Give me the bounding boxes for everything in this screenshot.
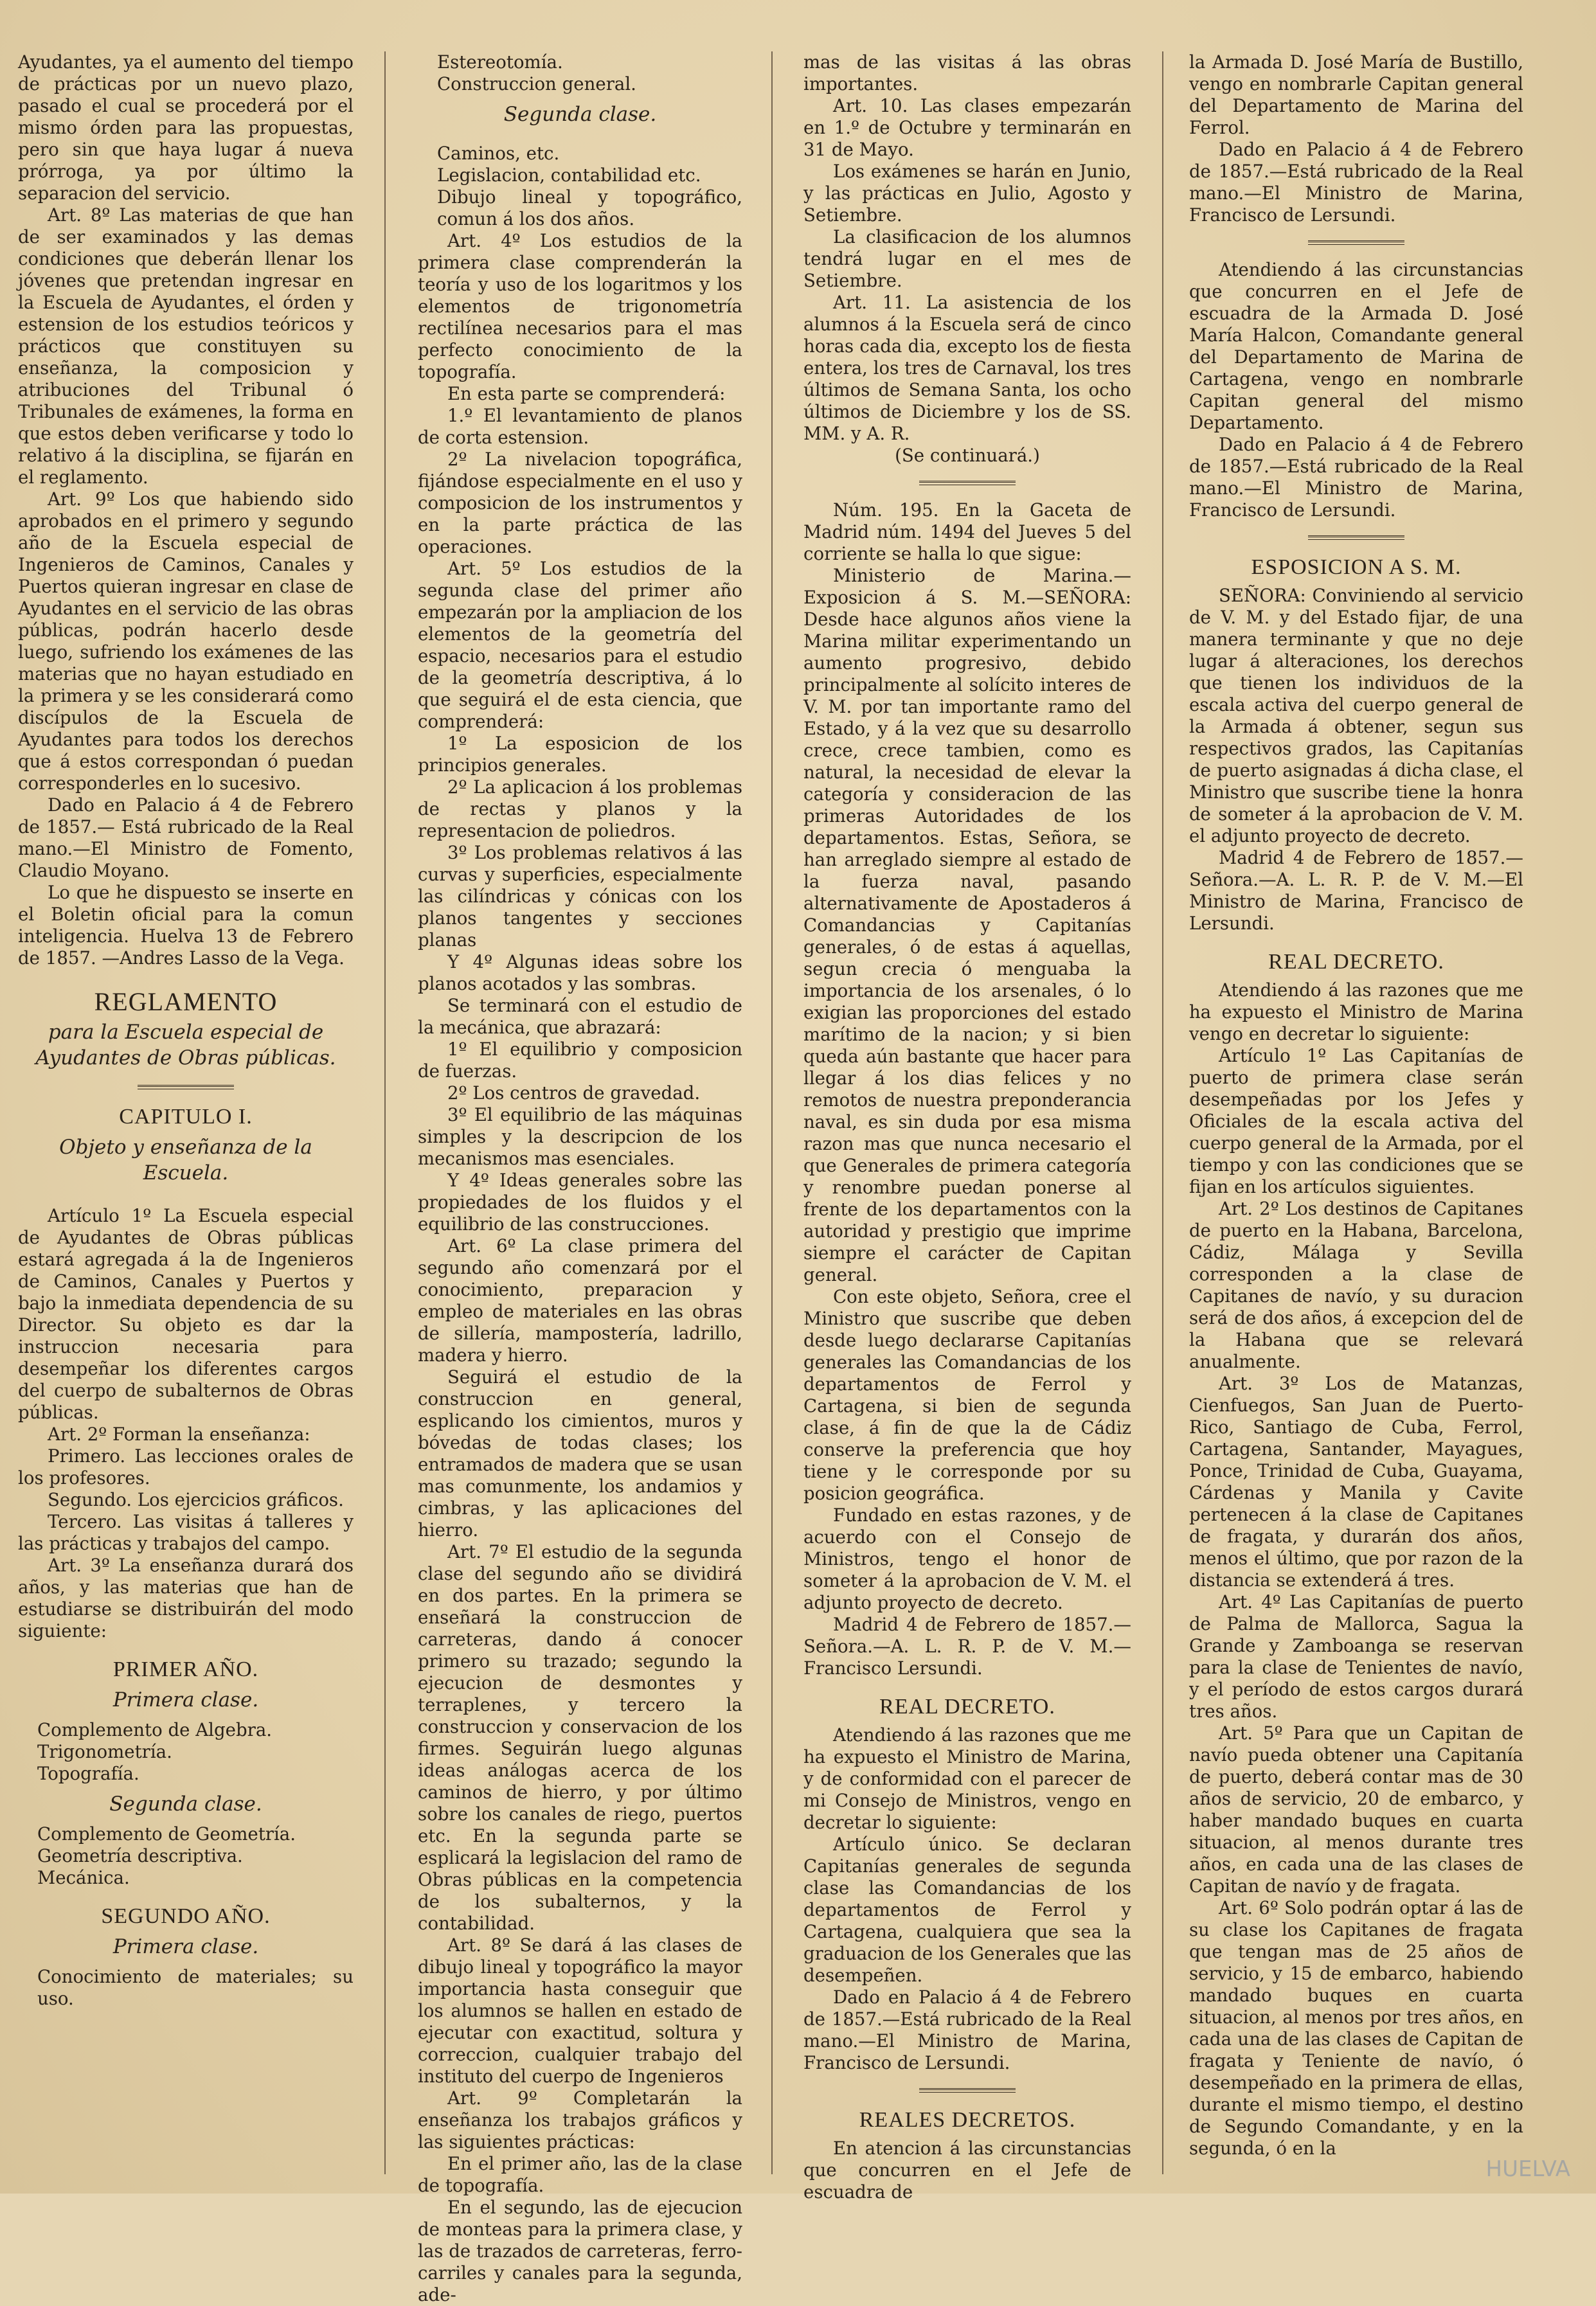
divider-rule — [1308, 535, 1404, 540]
paragraph: Y 4º Ideas generales sobre las propiedades de los fluidos y el equilibrio de las construcciones. — [418, 1170, 742, 1235]
list-item: Mecánica. — [37, 1867, 130, 1888]
column-2 — [418, 51, 742, 2305]
list-item: Trigonometría. — [37, 1741, 172, 1762]
paragraph: Art. 3º Los de Matanzas, Cienfuegos, San Juan de Puerto-Rico, Santiago de Cuba, Ferrol, Cartagena, Santander, Mayagues, Ponce, Trinidad de Cuba, Guayama, Cárdenas y Manila y Cavite pertenecen á la clase de Capitanes de fragata, y durarán dos años, menos el último, que por razon de la distancia se extenderá á tres. — [1189, 1373, 1523, 1591]
divider-rule — [1308, 240, 1404, 245]
paragraph: 2º La nivelacion topográfica, fijándose especialmente en el uso y composicion de los instrumentos y en la parte práctica de las operaciones. — [418, 449, 742, 557]
list-item: Caminos, etc. — [437, 143, 560, 164]
paragraph: Dado en Palacio á 4 de Febrero de 1857.— Está rubricado de la Real mano.—El Ministro de Fomento, Claudio Moyano. — [18, 794, 354, 881]
paragraph: En atencion á las circunstancias que concurren en el Jefe de escuadra de — [803, 2138, 1131, 2203]
column-3 — [803, 51, 1131, 2203]
paragraph: Art. 8º Las materias de que han de ser examinados y las demas condiciones que deberán llenar los jóvenes que pretendan ingresar en la Escuela de Ayudantes, el órden y estension de los estudios teóricos y prácticos que constituyen su enseñanza, la composicion y atribuciones del Tribunal ó Tribunales de exámenes, la forma en que estos deben verificarse y todo lo relativo á la disciplina, se fijarán en el reglamento. — [18, 204, 354, 488]
list-item: Complemento de Geometría. — [37, 1823, 296, 1845]
paragraph: 1.º El levantamiento de planos de corta estension. — [418, 405, 742, 448]
heading-reales-decretos: REALES DECRETOS. — [859, 2108, 1076, 2132]
paragraph: 2º La aplicacion á los problemas de rectas y planos y la representacion de poliedros. — [418, 776, 742, 841]
paragraph: En el primer año, las de la clase de topografía. — [418, 2153, 742, 2196]
list-item: Estereotomía. — [437, 51, 563, 73]
column-4 — [1189, 51, 1523, 2168]
paragraph: Art. 10. Las clases empezarán en 1.º de Octubre y terminarán en 31 de Mayo. — [803, 95, 1131, 160]
paragraph: Art. 6º Solo podrán optar á las de su clase los Capitanes de fragata que tengan mas de 25 años de servicio, y 15 de embarco, habiendo mandado buques en cuarta situacion, al menos por tres años, en cada una de las clases de Capitan de fragata y Teniente de navío, ó desempeñado en la primera de ellas, durante el mismo tiempo, el destino de Segundo Comandante, y en la segunda, ó en la — [1189, 1897, 1523, 2159]
paragraph: 1º La esposicion de los principios generales. — [418, 733, 742, 776]
paragraph: 3º El equilibrio de las máquinas simples y la descripcion de los mecanismos mas esenciales. — [418, 1104, 742, 1169]
subtitle-reglamento: para la Escuela especial de Ayudantes de Obras públicas. — [35, 1021, 336, 1069]
paragraph: Tercero. Las visitas á talleres y las prácticas y trabajos del campo. — [18, 1511, 354, 1554]
paragraph: Art. 9º Completarán la enseñanza los trabajos gráficos y las siguientes prácticas: — [418, 2087, 742, 2152]
heading-real-decreto: REAL DECRETO. — [1268, 950, 1444, 974]
divider-rule — [919, 481, 1016, 485]
heading-esposicion: ESPOSICION A S. M. — [1251, 555, 1462, 579]
paragraph: mas de las visitas á las obras importantes. — [803, 51, 1131, 94]
paragraph: Atendiendo á las razones que me ha expuesto el Ministro de Marina, y de conformidad con el parecer de mi Consejo de Ministros, vengo en decretar lo siguiente: — [803, 1724, 1131, 1833]
paragraph: 1º El equilibrio y composicion de fuerzas. — [418, 1039, 742, 1082]
paragraph: Y 4º Algunas ideas sobre los planos acotados y las sombras. — [418, 951, 742, 994]
paragraph: En esta parte se comprenderá: — [447, 383, 726, 404]
paragraph: Art. 3º La enseñanza durará dos años, y las materias que han de estudiarse se distribuirán del modo siguiente: — [18, 1555, 354, 1641]
archive-watermark: HUELVA — [1485, 2156, 1570, 2182]
paragraph: Artículo único. Se declaran Capitanías generales de segunda clase las Comandancias de los departamentos de Ferrol y Cartagena, cualquiera que sea la graduacion de los Generales que las desempeñen. — [803, 1834, 1131, 1986]
subheading-primera-clase: Primera clase. — [112, 1688, 259, 1712]
paragraph: 3º Los problemas relativos á las curvas y superficies, especialmente las cilíndricas y cónicas con los planos tangentes y secciones planas — [418, 842, 742, 951]
paragraph: Ayudantes, ya el aumento del tiempo de prácticas por un nuevo plazo, pasado el cual se procederá por el mismo órden para las propuestas, pero sin que haya lugar á nueva prórroga, ya por último la separacion del servicio. — [18, 51, 354, 204]
list-item: Dibujo lineal y topográfico, comun á los dos años. — [437, 186, 742, 229]
paragraph: Artículo 1º Las Capitanías de puerto de primera clase serán desempeñadas por los Jefes y Oficiales de la escala activa del cuerpo general de la Armada, por el tiempo y con las condiciones que se fijan en los artículos siguientes. — [1189, 1045, 1523, 1197]
paragraph: Art. 11. La asistencia de los alumnos á la Escuela será de cinco horas cada dia, excepto los de fiesta entera, los tres de Carnaval, los tres últimos de Semana Santa, los ocho últimos de Diciembre y los de SS. MM. y A. R. — [803, 292, 1131, 444]
paragraph: Ministerio de Marina.—Exposicion á S. M.—SEÑORA: Desde hace algunos años viene la Marina militar experimentando un aumento progresivo, debido principalmente al solícito interes de V. M. por tan importante ramo del Estado, y á la vez que su desarrollo crece, crece tambien, como es natural, la necesidad de elevar la categoría y consideracion de las primeras Autoridades de los departamentos. Estas, Señora, se han arreglado siempre al estado de la fuerza naval, pasando alternativamente de Apostaderos á Comandancias y Capitanías generales, ó de estas á aquellas, segun crecia ó menguaba la importancia de los arsenales, ó lo exigian las proporciones del estado marítimo de la nacion; y si bien queda aún bastante que hacer para llegar á los dias felices y no remotos de nuestra preponderancia naval, es sin duda por esa misma razon mas que nunca necesario el que Generales de primera categoría y renombre puedan ponerse al frente de los departamentos con la autoridad y prestigio que imprime siempre el carácter de Capitan general. — [803, 565, 1131, 1285]
paragraph: Art. 7º El estudio de la segunda clase del segundo año se dividirá en dos partes. En la primera se enseñará la construccion de carreteras, dando á conocer primero su trazado; segundo la ejecucion de desmontes y terraplenes, y tercero la construccion y conservacion de los firmes. Seguirán luego algunas ideas análogas acerca de los caminos de hierro, y por último sobre los canales de riego, puertos etc. En la segunda parte se esplicará la legislacion del ramo de Obras públicas en la competencia de los subalternos, y la contabilidad. — [418, 1541, 742, 1934]
paragraph: Madrid 4 de Febrero de 1857.—Señora.—A. L. R. P. de V. M.—El Ministro de Marina, Francisco de Lersundi. — [1189, 847, 1523, 934]
paragraph: Art. 4º Las Capitanías de puerto de Palma de Mallorca, Sagua la Grande y Zamboanga se reservan para la clase de Tenientes de navío, y el período de estos cargos durará tres años. — [1189, 1591, 1523, 1722]
paragraph: Atendiendo á las razones que me ha expuesto el Ministro de Marina vengo en decretar lo siguiente: — [1189, 979, 1523, 1044]
paragraph: Primero. Las lecciones orales de los profesores. — [18, 1445, 354, 1488]
paragraph: Dado en Palacio á 4 de Febrero de 1857.—Está rubricado de la Real mano.—El Ministro de Marina, Francisco de Lersundi. — [1189, 139, 1523, 226]
divider-rule — [138, 1085, 234, 1089]
paragraph: Art. 4º Los estudios de la primera clase comprenderán la teoría y uso de los logaritmos y los elementos de trigonometría rectilínea necesarios para el mas perfecto conocimiento de la topografía. — [418, 230, 742, 382]
list-item: Legislacion, contabilidad etc. — [437, 165, 701, 186]
paragraph: En el segundo, las de ejecucion de monteas para la primera clase, y las de trazados de carreteras, ferro-carriles y canales para la segunda, ade- — [418, 2197, 742, 2305]
paragraph: Madrid 4 de Febrero de 1857.— Señora.—A. L. R. P. de V. M.—Francisco Lersundi. — [803, 1614, 1131, 1679]
paragraph: Art. 9º Los que habiendo sido aprobados en el primero y segundo año de la Escuela especial de Ingenieros de Caminos, Canales y Puertos quieran ingresar en clase de Ayudantes en el servicio de las obras públicas, podrán hacerlo desde luego, sufriendo los exámenes de las materias que no hayan estudiado en la primera y se les considerará como discípulos de la Escuela de Ayudantes para todos los derechos que á estos correspondan ó puedan corresponderles en lo sucesivo. — [18, 488, 354, 794]
divider-rule — [919, 2088, 1016, 2093]
paragraph: Dado en Palacio á 4 de Febrero de 1857.—Está rubricado de la Real mano.—El Ministro de Marina, Francisco de Lersundi. — [803, 1987, 1131, 2073]
list-item: Topografía. — [37, 1763, 139, 1784]
paragraph: Núm. 195. En la Gaceta de Madrid núm. 1494 del Jueves 5 del corriente se halla lo que sigue: — [803, 499, 1131, 564]
paragraph: La clasificacion de los alumnos tendrá lugar en el mes de Setiembre. — [803, 226, 1131, 291]
paragraph: Art. 5º Para que un Capitan de navío pueda obtener una Capitanía de puerto, deberá contar mas de 30 años de servicio, 20 de embarco, y haber mandado buques en cuarta situacion, al menos durante tres años, en cada una de las clases de Capitan de navío y de fragata. — [1189, 1722, 1523, 1897]
paragraph: Art. 6º La clase primera del segundo año comenzará por el conocimiento, preparacion y empleo de materiales en las obras de sillería, mampostería, ladrillo, madera y hierro. — [418, 1235, 742, 1366]
paragraph: Art. 2º Forman la enseñanza: — [48, 1424, 310, 1445]
column-divider — [771, 51, 773, 2174]
column-divider — [384, 51, 386, 2174]
subheading-segunda-clase: Segunda clase. — [109, 1792, 262, 1816]
paragraph: Seguirá el estudio de la construccion en general, esplicando los cimientos, muros y bóvedas de todas clases; los entramados de madera que se usan mas comunmente, los andamios y cimbras, y las aplicaciones del hierro. — [418, 1366, 742, 1541]
paragraph: Lo que he dispuesto se inserte en el Boletin oficial para la comun inteligencia. Huelva 13 de Febrero de 1857. —Andres Lasso de la Vega. — [18, 882, 354, 969]
subtitle-capitulo: Objeto y enseñanza de la Escuela. — [59, 1136, 312, 1184]
list-item: Complemento de Algebra. — [37, 1719, 273, 1740]
paragraph: Art. 2º Los destinos de Capitanes de puerto en la Habana, Barcelona, Cádiz, Málaga y Sevilla corresponden a la clase de Capitanes de navío, y su duracion será de dos años, á excepcion del de la Habana que se relevará anualmente. — [1189, 1198, 1523, 1372]
subheading-segunda-clase: Segunda clase. — [503, 103, 657, 126]
paragraph: SEÑORA: Conviniendo al servicio de V. M. y del Estado fijar, de una manera terminante y que no deje lugar á alteraciones, los derechos que tienen los individuos de la escala activa del cuerpo general de la Armada á obtener, segun sus respectivos grados, las Capitanías de puerto asignadas á dicha clase, el Ministro que suscribe tiene la honra de someter á la aprobacion de V. M. el adjunto proyecto de decreto. — [1189, 585, 1523, 846]
list-item: Conocimiento de materiales; su uso. — [37, 1966, 354, 2009]
paragraph: Artículo 1º La Escuela especial de Ayudantes de Obras públicas estará agregada á la de Ingenieros de Caminos, Canales y Puertos y bajo la inmediata dependencia de su Director. Su objeto es dar la instruccion necesaria para desempeñar los diferentes cargos del cuerpo de subalternos de Obras públicas. — [18, 1205, 354, 1423]
paragraph: Dado en Palacio á 4 de Febrero de 1857.—Está rubricado de la Real mano.—El Ministro de Marina, Francisco de Lersundi. — [1189, 434, 1523, 521]
list-item: Geometría descriptiva. — [37, 1845, 243, 1866]
paragraph: Art. 5º Los estudios de la segunda clase del primer año empezarán por la ampliacion de los elementos de la geometría del espacio, necesarios para el estudio de la geometría descriptiva, á lo que seguirá el de esta ciencia, que comprenderá: — [418, 558, 742, 732]
paragraph: Segundo. Los ejercicios gráficos. — [48, 1489, 344, 1510]
heading-reglamento: REGLAMENTO — [94, 987, 278, 1016]
subheading-primera-clase: Primera clase. — [112, 1935, 259, 1958]
paragraph: Con este objeto, Señora, cree el Ministro que suscribe que deben desde luego declararse Capitanías generales las Comandancias de los departamentos de Ferrol y Cartagena, si bien de segunda clase, á fin de que la de Cádiz conserve la preferencia que hoy tiene y le corresponde por su posicion geográfica. — [803, 1286, 1131, 1504]
heading-capitulo: CAPITULO I. — [119, 1105, 253, 1129]
list-item: Construccion general. — [437, 73, 636, 94]
paragraph: Fundado en estas razones, y de acuerdo con el Consejo de Ministros, tengo el honor de someter á la aprobacion de V. M. el adjunto proyecto de decreto. — [803, 1505, 1131, 1613]
heading-primer-ano: PRIMER AÑO. — [112, 1658, 259, 1681]
heading-segundo-ano: SEGUNDO AÑO. — [101, 1904, 271, 1928]
paragraph: 2º Los centros de gravedad. — [447, 1082, 701, 1104]
paragraph: Atendiendo á las circunstancias que concurren en el Jefe de escuadra de la Armada D. José María Halcon, Comandante general del Departamento de Marina de Cartagena, vengo en nombrarle Capitan general del mismo Departamento. — [1189, 259, 1523, 433]
paragraph: la Armada D. José María de Bustillo, vengo en nombrarle Capitan general del Departamento de Marina del Ferrol. — [1189, 51, 1523, 138]
paragraph: Los exámenes se harán en Junio, y las prácticas en Julio, Agosto y Setiembre. — [803, 161, 1131, 226]
heading-real-decreto: REAL DECRETO. — [879, 1695, 1055, 1719]
continued-note: (Se continuará.) — [895, 445, 1040, 466]
column-divider — [1162, 51, 1163, 2174]
paragraph: Se terminará con el estudio de la mecánica, que abrazará: — [418, 995, 742, 1038]
column-1 — [18, 51, 354, 2168]
paragraph: Art. 8º Se dará á las clases de dibujo lineal y topográfico la mayor importancia hasta conseguir que los alumnos se hallen en estado de ejecutar con exactitud, soltura y correccion, cualquier trabajo del instituto del cuerpo de Ingenieros — [418, 1935, 742, 2087]
